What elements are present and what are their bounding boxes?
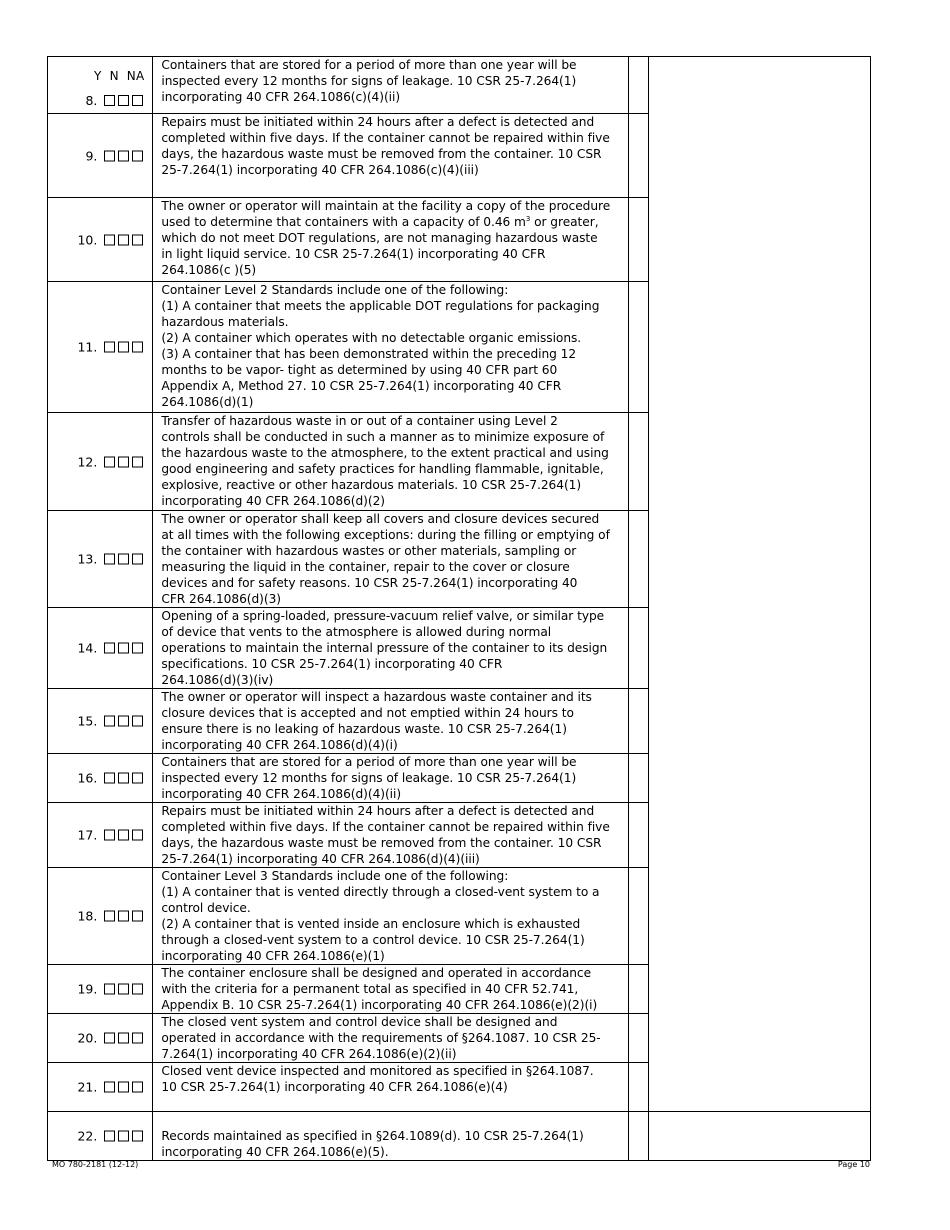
yes-checkbox[interactable] — [104, 911, 115, 922]
no-checkbox[interactable] — [118, 1033, 129, 1044]
mid-column-cell[interactable] — [629, 965, 649, 1014]
mid-column-cell[interactable] — [629, 1014, 649, 1063]
mid-column-cell[interactable] — [629, 413, 649, 511]
requirement-text: Containers that are stored for a period of more than one year will be inspected every 12 months for signs of leakage. 10 CSR 25-7.264(1) incorporating 40 CFR 264.1086(d)(4)(ii) — [161, 755, 577, 801]
na-checkbox[interactable] — [132, 1033, 143, 1044]
checklist-table — [47, 56, 871, 1161]
yes-checkbox[interactable] — [104, 150, 115, 161]
item-number: 9. — [85, 148, 98, 163]
na-checkbox[interactable] — [132, 773, 143, 784]
yes-checkbox[interactable] — [104, 830, 115, 841]
na-checkbox[interactable] — [132, 830, 143, 841]
no-checkbox[interactable] — [118, 1082, 129, 1093]
no-checkbox[interactable] — [118, 95, 129, 106]
no-checkbox[interactable] — [118, 342, 129, 353]
column-header-ynna: Y N NA — [94, 69, 145, 83]
yes-checkbox[interactable] — [104, 773, 115, 784]
yes-checkbox[interactable] — [104, 1131, 115, 1142]
yes-checkbox[interactable] — [104, 984, 115, 995]
item-number: 10. — [77, 232, 98, 247]
no-checkbox[interactable] — [118, 911, 129, 922]
item-number: 21. — [77, 1079, 98, 1095]
mid-column-cell[interactable] — [629, 868, 649, 965]
item-number: 20. — [77, 1030, 98, 1046]
mid-column-cell[interactable] — [629, 1112, 649, 1161]
mid-column-cell[interactable] — [629, 754, 649, 803]
yes-checkbox[interactable] — [104, 342, 115, 353]
item-number: 22. — [77, 1128, 98, 1144]
yes-checkbox[interactable] — [104, 716, 115, 727]
requirement-text: The closed vent system and control device shall be designed and operated in accordance with the requirements of §264.1087. 10 CSR 25- 7.264(1) incorporating 40 CFR 264.1086(e)(2)(ii) — [161, 1015, 601, 1061]
mid-column-cell[interactable] — [629, 282, 649, 413]
requirement-text: The owner or operator shall keep all covers and closure devices secured at all times with the following exceptions: during the filling or emptying of the container with hazardous wastes or other materials, sampling or measuring the liquid in the container, repair to the cover or closure devices and for safety reasons. 10 CSR 25-7.264(1) incorporating 40 CFR 264.1086(d)(3) — [161, 512, 610, 606]
yes-checkbox[interactable] — [104, 95, 115, 106]
no-checkbox[interactable] — [118, 716, 129, 727]
requirement-text: Repairs must be initiated within 24 hours after a defect is detected and completed within five days. If the container cannot be repaired within five days, the hazardous waste must be removed from the container. 10 CSR 25-7.264(1) incorporating 40 CFR 264.1086(d)(4)(iii) — [161, 804, 610, 866]
na-checkbox[interactable] — [132, 984, 143, 995]
requirement-text: Closed vent device inspected and monitored as specified in §264.1087. 10 CSR 25-7.264(1) incorporating 40 CFR 264.1086(e)(4) — [161, 1064, 594, 1094]
na-checkbox[interactable] — [132, 643, 143, 654]
no-checkbox[interactable] — [118, 984, 129, 995]
checklist-row — [48, 57, 871, 114]
requirement-text: Opening of a spring-loaded, pressure-vacuum relief valve, or similar type of device that vents to the atmosphere is allowed during normal operations to maintain the internal pressure of the container to its design specifications. 10 CSR 25-7.264(1) incorporating 40 CFR 264.1086(d)(3)(iv) — [161, 609, 608, 687]
mid-column-cell[interactable] — [629, 608, 649, 689]
mid-column-cell[interactable] — [629, 198, 649, 282]
no-checkbox[interactable] — [118, 456, 129, 467]
form-id: MO 780-2181 (12-12) — [52, 1160, 139, 1169]
yes-checkbox[interactable] — [104, 643, 115, 654]
mid-column-cell[interactable] — [629, 57, 649, 114]
yes-checkbox[interactable] — [104, 456, 115, 467]
item-number: 11. — [77, 339, 98, 355]
requirement-text: Repairs must be initiated within 24 hours after a defect is detected and completed within five days. If the container cannot be repaired within five days, the hazardous waste must be removed from the container. 10 CSR 25-7.264(1) incorporating 40 CFR 264.1086(c)(4)(iii) — [161, 115, 610, 177]
comment-cell[interactable] — [649, 57, 871, 1112]
no-checkbox[interactable] — [118, 1131, 129, 1142]
requirement-text: The owner or operator will inspect a hazardous waste container and its closure devices that is accepted and not emptied within 24 hours to ensure there is no leaking of hazardous waste. 10 CSR 25-7.264(1) incorporating 40 CFR 264.1086(d)(4)(i) — [161, 690, 592, 752]
no-checkbox[interactable] — [118, 643, 129, 654]
no-checkbox[interactable] — [118, 830, 129, 841]
page-number: Page 10 — [837, 1160, 870, 1169]
mid-column-cell[interactable] — [629, 511, 649, 608]
item-number: 13. — [77, 551, 98, 567]
requirement-text: Transfer of hazardous waste in or out of a container using Level 2 controls shall be conducted in such a manner as to minimize exposure of the hazardous waste to the atmosphere, to the extent practical and using good engineering and safety practices for handling flammable, ignitable, explosive, reactive or other hazardous materials. 10 CSR 25-7.264(1) incorporating 40 CFR 264.1086(d)(2) — [161, 414, 609, 508]
yes-checkbox[interactable] — [104, 234, 115, 245]
no-checkbox[interactable] — [118, 150, 129, 161]
na-checkbox[interactable] — [132, 234, 143, 245]
item-number: 12. — [77, 454, 98, 469]
item-number: 19. — [77, 981, 98, 997]
item-number: 14. — [77, 640, 98, 656]
no-checkbox[interactable] — [118, 554, 129, 565]
na-checkbox[interactable] — [132, 716, 143, 727]
item-number: 18. — [77, 908, 98, 924]
mid-column-cell[interactable] — [629, 1063, 649, 1112]
requirement-text: The owner or operator will maintain at the facility a copy of the procedure used to determine that containers with a capacity of 0.46 $m^3$ or greater, which do not meet DOT regulations, are not managing hazardous waste in light liquid service. 10 CSR 25-7.264(1) incorporating 40 CFR 264.1086(c )(5) — [161, 199, 611, 277]
mid-column-cell[interactable] — [629, 689, 649, 754]
requirement-text: Container Level 3 Standards include one of the following: (1) A container that is vented directly through a closed-vent system to a control device. (2) A container that is vented inside an enclosure which is exhausted through a closed-vent system to a control device. 10 CSR 25-7.264(1) incorporating 40 CFR 264.1086(e)(1) — [161, 869, 600, 963]
comment-cell[interactable] — [649, 1112, 871, 1161]
item-number: 16. — [77, 770, 98, 786]
mid-column-cell[interactable] — [629, 803, 649, 868]
checklist-row — [48, 1112, 871, 1161]
na-checkbox[interactable] — [132, 95, 143, 106]
yes-checkbox[interactable] — [104, 554, 115, 565]
requirement-text: Records maintained as specified in §264.1089(d). 10 CSR 25-7.264(1) incorporating 40 CFR 264.1086(e)(5). — [161, 1129, 584, 1159]
mid-column-cell[interactable] — [629, 114, 649, 198]
yes-checkbox[interactable] — [104, 1082, 115, 1093]
no-checkbox[interactable] — [118, 234, 129, 245]
requirement-text: Container Level 2 Standards include one of the following: (1) A container that meets the applicable DOT regulations for packaging hazardous materials. (2) A container which operates with no detectable organic emissions. (3) A container that has been demonstrated within the preceding 12 months to be vapor- tight as determined by using 40 CFR part 60 Appendix A, Method 27. 10 CSR 25-7.264(1) incorporating 40 CFR 264.1086(d)(1) — [161, 283, 600, 409]
na-checkbox[interactable] — [132, 554, 143, 565]
na-checkbox[interactable] — [132, 150, 143, 161]
na-checkbox[interactable] — [132, 1082, 143, 1093]
na-checkbox[interactable] — [132, 456, 143, 467]
item-number: 8. — [85, 93, 98, 108]
item-number: 17. — [77, 827, 98, 843]
item-number: 15. — [77, 713, 98, 729]
yes-checkbox[interactable] — [104, 1033, 115, 1044]
no-checkbox[interactable] — [118, 773, 129, 784]
na-checkbox[interactable] — [132, 911, 143, 922]
requirement-text: Containers that are stored for a period of more than one year will be inspected every 12 months for signs of leakage. 10 CSR 25-7.264(1) incorporating 40 CFR 264.1086(c)(4)(ii) — [161, 58, 577, 104]
na-checkbox[interactable] — [132, 342, 143, 353]
requirement-text: The container enclosure shall be designed and operated in accordance with the criteria for a permanent total as specified in 40 CFR 52.741, Appendix B. 10 CSR 25-7.264(1) incorporating 40 CFR 264.1086(e)(2)(i) — [161, 966, 598, 1012]
na-checkbox[interactable] — [132, 1131, 143, 1142]
